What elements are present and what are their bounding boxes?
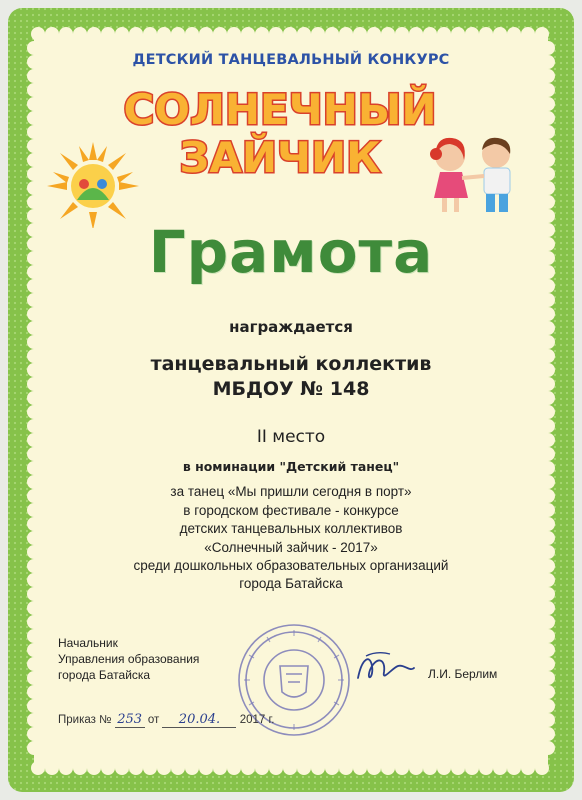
- order-year: 2017 г.: [239, 714, 275, 726]
- logo-title-line1: СОЛНЕЧНЫЙ: [123, 85, 437, 134]
- order-line: [58, 712, 274, 728]
- signatory-title-line-1: Начальник: [58, 636, 118, 650]
- order-prefix: Приказ №: [58, 714, 112, 726]
- dancing-children-illustration: [418, 132, 528, 224]
- awarded-label: награждается: [229, 318, 353, 336]
- order-from: от: [147, 714, 160, 726]
- logo-title-line2: ЗАЙЧИК: [179, 133, 381, 182]
- body-line: за танец «Мы пришли сегодня в порт»: [170, 484, 412, 499]
- body-line: детских танцевальных коллективов: [179, 521, 403, 536]
- body-line: в городском фестивале - конкурсе: [183, 503, 399, 518]
- place-label: II место: [256, 427, 326, 447]
- handwritten-signature: [352, 648, 420, 688]
- sun-emblem-icon: [44, 140, 142, 228]
- order-date: 20.04.: [178, 712, 221, 727]
- signatory-name: Л.И. Берлим: [428, 667, 498, 681]
- nomination-label: в номинации "Детский танец": [182, 459, 400, 474]
- body-line: города Батайска: [239, 576, 343, 591]
- order-number: 253: [117, 712, 143, 727]
- recipient-line-1: танцевальный коллектив: [150, 353, 432, 375]
- signatory-title-line-2: Управления образования: [58, 652, 200, 666]
- recipient-line-2: МБДОУ № 148: [212, 378, 370, 400]
- document-title: Грамота: [148, 218, 434, 286]
- body-line: «Солнечный зайчик - 2017»: [204, 540, 378, 555]
- signatory-title-line-3: города Батайска: [58, 668, 151, 682]
- contest-header: ДЕТСКИЙ ТАНЦЕВАЛЬНЫЙ КОНКУРС: [132, 52, 450, 68]
- contest-logo-title: [95, 82, 465, 182]
- body-line: среди дошкольных образовательных организаций: [133, 558, 449, 573]
